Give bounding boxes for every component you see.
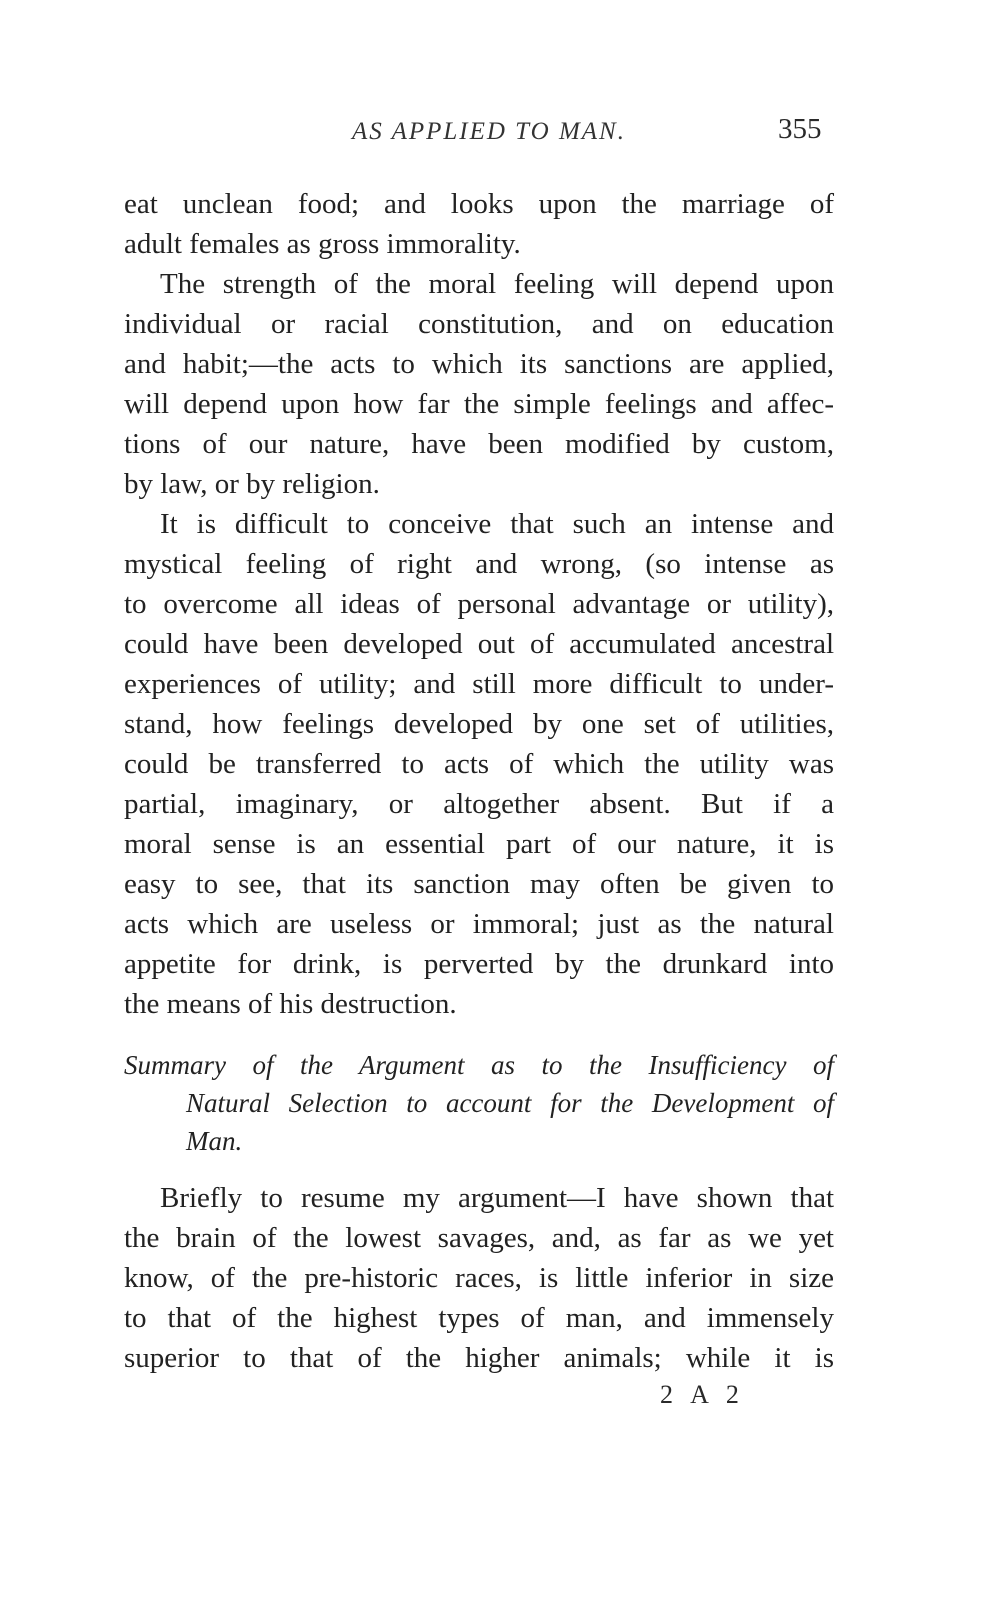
text-line: stand, how feelings developed by one set of utilities, [124,708,834,740]
signature-mark: 2 A 2 [660,1380,745,1409]
text-line: the means of his destruction. [124,988,457,1020]
text-line: could be transferred to acts of which the utility was [124,748,834,780]
text-line: the brain of the lowest savages, and, as far as we yet [124,1222,834,1254]
text-line: individual or racial constitution, and on education [124,308,834,340]
text-line: easy to see, that its sanction may often be given to [124,868,834,900]
text-line: to that of the highest types of man, and immensely [124,1302,834,1334]
text-line: and habit;—the acts to which its sanctions are applied, [124,348,834,380]
text-line: experiences of utility; and still more difficult to under- [124,668,834,700]
text-line: superior to that of the higher animals; while it is [124,1342,834,1374]
text-line: eat unclean food; and looks upon the marriage of [124,188,834,220]
text-line: to overcome all ideas of personal advantage or utility), [124,588,834,620]
body-text-upper [124,184,834,1024]
page-number: 355 [778,113,822,145]
text-line: by law, or by religion. [124,468,380,500]
text-line: acts which are useless or immoral; just as the natural [124,908,834,940]
heading-line: Natural Selection to account for the Development of [186,1088,834,1118]
text-line: tions of our nature, have been modified by custom, [124,428,834,460]
text-line: partial, imaginary, or altogether absent. But if a [124,788,834,820]
text-line: could have been developed out of accumulated ancestral [124,628,834,660]
paragraph-4 [124,1178,834,1378]
text-line: adult females as gross immorality. [124,228,521,260]
heading-line: Man. [186,1126,243,1156]
paragraph-2 [124,264,834,504]
paragraph-3 [124,504,834,1024]
running-head: AS APPLIED TO MAN. [352,118,626,145]
text-line: will depend upon how far the simple feelings and affec- [124,388,834,420]
text-line: know, of the pre-historic races, is little inferior in size [124,1262,834,1294]
text-line: mystical feeling of right and wrong, (so intense as [124,548,834,580]
heading-line: Summary of the Argument as to the Insufficiency of [124,1050,834,1080]
text-line: The strength of the moral feeling will depend upon [160,268,834,300]
text-line: appetite for drink, is perverted by the drunkard into [124,948,834,980]
paragraph-1 [124,184,834,264]
section-heading [124,1046,834,1160]
text-line: Briefly to resume my argument—I have shown that [160,1182,834,1214]
body-text-lower [124,1178,834,1378]
text-line: moral sense is an essential part of our nature, it is [124,828,834,860]
text-line: It is difficult to conceive that such an intense and [160,508,834,540]
